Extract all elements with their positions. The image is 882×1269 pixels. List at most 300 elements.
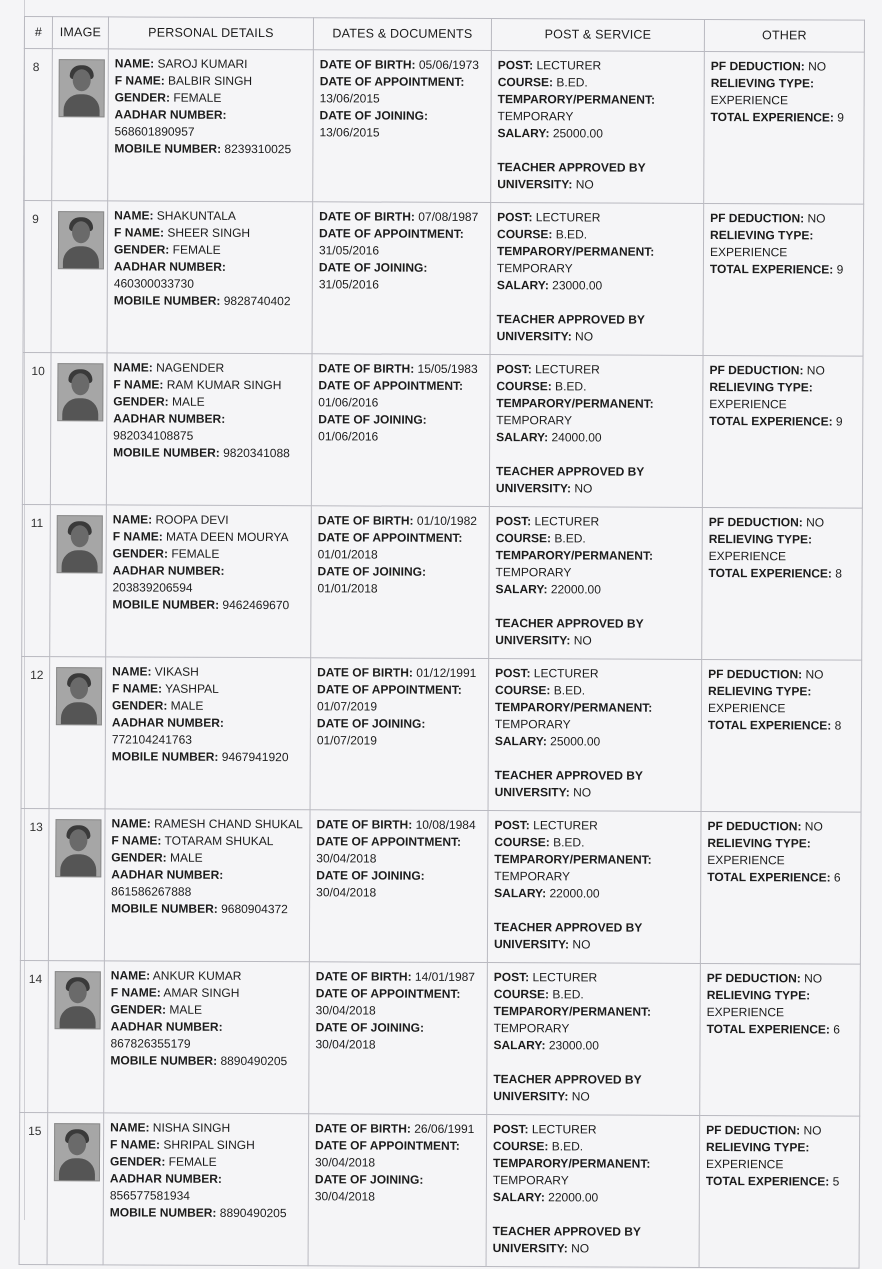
salary-label: SALARY: (492, 1190, 545, 1205)
salary-label: SALARY: (495, 582, 548, 597)
joining-line (315, 1019, 480, 1054)
university-approval-line (494, 919, 694, 954)
total-experience-value: 5 (832, 1174, 840, 1189)
course-value: B.ED. (556, 75, 588, 90)
dob-label: DATE OF BIRTH: (316, 817, 413, 832)
employment-type-value: TEMPORARY (492, 1173, 569, 1188)
gender-value: MALE (171, 394, 205, 409)
course-value: B.ED. (553, 835, 585, 850)
personal-details-cell (108, 49, 314, 202)
dob-label: DATE OF BIRTH: (315, 1121, 411, 1136)
father-name-line (113, 376, 305, 394)
photo-head (69, 829, 87, 851)
course-value: B.ED. (555, 379, 587, 394)
employment-type-line (494, 1003, 694, 1038)
appointment-value: 31/05/2016 (318, 243, 380, 258)
appointment-label: DATE OF APPOINTMENT: (317, 530, 463, 545)
employment-type-line (496, 395, 696, 430)
post-value: LECTURER (535, 210, 601, 225)
other-cell (700, 963, 861, 1116)
other-cell (703, 203, 864, 356)
mobile-value: 8890490205 (219, 1205, 287, 1221)
father-name-label: F NAME: (114, 73, 165, 88)
relieving-type-label: RELIEVING TYPE: (707, 835, 811, 851)
person-photo (59, 59, 105, 117)
course-value: B.ED. (553, 683, 586, 698)
aadhar-line (113, 410, 305, 445)
course-label: COURSE: (497, 75, 554, 90)
joining-value: 30/04/2018 (315, 1037, 376, 1052)
personal-details-cell (105, 657, 311, 810)
spacer (497, 294, 697, 312)
joining-line (319, 259, 484, 294)
joining-line (315, 1171, 480, 1206)
aadhar-label: AADHAR NUMBER: (112, 563, 225, 578)
father-name-line (112, 680, 304, 698)
post-value: LECTURER (534, 514, 600, 529)
pf-deduction-value: NO (804, 819, 823, 834)
university-approval-value: NO (571, 1089, 590, 1104)
post-line (494, 969, 694, 987)
name-value: VIKASH (154, 664, 199, 679)
appointment-label: DATE OF APPOINTMENT: (315, 1138, 460, 1153)
course-label: COURSE: (494, 835, 550, 850)
father-name-label: F NAME: (113, 377, 164, 392)
course-line (496, 378, 696, 396)
total-experience-value: 9 (837, 110, 844, 125)
appointment-label: DATE OF APPOINTMENT: (318, 378, 464, 393)
joining-label: DATE OF JOINING: (316, 868, 425, 883)
relieving-type-value: EXPERIENCE (706, 1004, 785, 1020)
mobile-label: MOBILE NUMBER: (109, 1205, 217, 1220)
course-value: B.ED. (554, 531, 586, 546)
post-service-cell (489, 355, 703, 508)
photo-body (61, 702, 97, 725)
appointment-value: 30/04/2018 (314, 1155, 376, 1170)
aadhar-label: AADHAR NUMBER: (111, 867, 224, 882)
aadhar-label: AADHAR NUMBER: (111, 715, 224, 730)
appointment-line (319, 225, 484, 260)
university-approval-line (495, 615, 695, 650)
person-photo (54, 1123, 100, 1181)
father-name-value: SHEER SINGH (167, 225, 251, 240)
university-approval-label: TEACHER APPROVED BY UNIVERSITY: (492, 1224, 641, 1256)
course-value: B.ED. (552, 987, 584, 1002)
employment-type-label: TEMPARORY/PERMANENT: (493, 1004, 652, 1019)
gender-label: GENDER: (113, 242, 170, 257)
university-approval-line (493, 1071, 693, 1106)
pf-deduction-value: NO (803, 1123, 822, 1138)
joining-value: 01/06/2016 (318, 429, 379, 444)
total-experience-value: 6 (833, 870, 841, 885)
post-line (495, 665, 695, 683)
photo-body (60, 1006, 96, 1029)
other-cell (702, 507, 863, 660)
employment-type-line (497, 243, 697, 278)
course-label: COURSE: (493, 1139, 549, 1154)
joining-line (316, 867, 481, 902)
table-row (20, 960, 861, 1116)
gender-label: GENDER: (114, 90, 171, 105)
mobile-value: 8239310025 (224, 141, 292, 157)
appointment-line (317, 681, 482, 716)
row-number: 14 (20, 960, 49, 1112)
employment-type-value: TEMPORARY (496, 413, 573, 428)
mobile-label: MOBILE NUMBER: (113, 293, 221, 308)
course-label: COURSE: (496, 379, 552, 394)
dob-line (318, 360, 483, 378)
dob-label: DATE OF BIRTH: (319, 209, 415, 224)
spacer (495, 598, 695, 616)
photo-head (73, 69, 91, 91)
dob-line (318, 512, 483, 530)
name-label: NAME: (111, 816, 151, 831)
pf-deduction-value: NO (807, 211, 826, 226)
university-approval-label: TEACHER APPROVED BY UNIVERSITY: (497, 160, 646, 192)
post-value: LECTURER (536, 58, 602, 73)
salary-line (495, 581, 695, 599)
image-cell (52, 49, 109, 201)
mobile-value: 9820341088 (223, 445, 290, 461)
gender-line (115, 89, 307, 107)
salary-value: 25000.00 (552, 126, 603, 141)
post-service-cell (491, 51, 705, 204)
employment-type-value: TEMPORARY (494, 869, 571, 884)
person-photo (58, 211, 104, 269)
post-label: POST: (496, 362, 532, 377)
dob-line (320, 56, 485, 74)
relieving-type-label: RELIEVING TYPE: (709, 379, 813, 395)
total-experience-line (707, 1021, 854, 1039)
name-line (110, 1119, 302, 1137)
relieving-type-line (709, 379, 856, 414)
employment-type-line (494, 851, 694, 886)
person-photo (56, 667, 102, 725)
university-approval-label: TEACHER APPROVED BY UNIVERSITY: (496, 312, 645, 344)
photo-head (71, 373, 89, 395)
course-line (494, 986, 694, 1004)
total-experience-line (707, 869, 854, 887)
table-header-row (24, 17, 864, 53)
mobile-line (112, 748, 304, 766)
relieving-type-line (708, 683, 855, 718)
pf-deduction-line (706, 1122, 853, 1140)
salary-label: SALARY: (496, 278, 549, 293)
pf-deduction-line (710, 210, 857, 228)
appointment-value: 01/06/2016 (318, 395, 379, 410)
dob-line (316, 816, 481, 834)
spacer (497, 142, 697, 160)
appointment-label: DATE OF APPOINTMENT: (317, 682, 462, 697)
name-label: NAME: (114, 208, 154, 223)
total-experience-value: 9 (835, 414, 843, 429)
employment-type-label: TEMPARORY/PERMANENT: (497, 92, 656, 107)
university-approval-line (497, 159, 697, 194)
employment-type-line (498, 91, 698, 126)
post-line (498, 57, 698, 75)
name-value: NISHA SINGH (152, 1120, 231, 1135)
joining-line (318, 411, 483, 446)
mobile-label: MOBILE NUMBER: (113, 445, 220, 460)
employment-type-label: TEMPARORY/PERMANENT: (492, 1156, 651, 1171)
pf-deduction-line (707, 818, 854, 836)
dates-documents-cell (311, 506, 490, 659)
aadhar-line (110, 1170, 302, 1205)
relieving-type-value: EXPERIENCE (709, 396, 787, 412)
gender-line (111, 1001, 303, 1019)
father-name-value: TOTARAM SHUKAL (164, 833, 274, 849)
gender-label: GENDER: (111, 698, 168, 713)
father-name-value: RAM KUMAR SINGH (166, 377, 282, 393)
appointment-line (320, 73, 485, 108)
salary-value: 22000.00 (548, 1190, 599, 1205)
mobile-value: 9828740402 (223, 293, 291, 309)
other-cell (700, 811, 861, 964)
father-name-label: F NAME: (112, 529, 163, 544)
mobile-value: 9680904372 (221, 901, 288, 917)
salary-label: SALARY: (496, 430, 549, 445)
dates-documents-cell (308, 1114, 487, 1267)
employment-type-label: TEMPARORY/PERMANENT: (496, 396, 654, 411)
joining-label: DATE OF JOINING: (316, 716, 426, 731)
personal-details-cell (106, 505, 312, 658)
relieving-type-line (706, 1139, 853, 1174)
salary-value: 24000.00 (551, 430, 602, 445)
total-experience-label: TOTAL EXPERIENCE: (708, 565, 832, 581)
course-label: COURSE: (497, 227, 553, 242)
relieving-type-value: EXPERIENCE (707, 700, 786, 716)
row-number: 13 (20, 808, 49, 960)
post-service-cell (489, 507, 703, 660)
father-name-label: F NAME: (111, 833, 162, 848)
aadhar-value: 203839206594 (112, 580, 193, 595)
total-experience-label: TOTAL EXPERIENCE: (707, 869, 831, 885)
course-line (496, 530, 696, 548)
mobile-label: MOBILE NUMBER: (112, 597, 220, 612)
total-experience-value: 6 (833, 1022, 841, 1037)
relieving-type-label: RELIEVING TYPE: (706, 1139, 810, 1155)
dates-documents-cell (311, 354, 490, 507)
pf-deduction-value: NO (806, 363, 825, 378)
university-approval-value: NO (574, 481, 593, 496)
name-value: NAGENDER (156, 360, 225, 375)
dob-value: 07/08/1987 (418, 209, 479, 224)
mobile-line (114, 292, 306, 310)
pf-deduction-label: PF DEDUCTION: (710, 58, 805, 74)
salary-label: SALARY: (497, 126, 550, 141)
post-value: LECTURER (533, 666, 599, 681)
aadhar-label: AADHAR NUMBER: (109, 1171, 222, 1186)
joining-value: 31/05/2016 (318, 277, 379, 292)
salary-line (495, 733, 695, 751)
table-row (22, 352, 863, 508)
name-line (111, 967, 303, 985)
photo-body (59, 1158, 95, 1181)
gender-value: MALE (170, 698, 204, 713)
image-cell (48, 961, 105, 1113)
aadhar-line (110, 1018, 302, 1053)
salary-label: SALARY: (494, 886, 547, 901)
person-photo (57, 515, 103, 573)
table-row (20, 808, 861, 964)
salary-value: 22000.00 (549, 886, 600, 901)
pf-deduction-label: PF DEDUCTION: (708, 514, 803, 530)
name-value: RAMESH CHAND SHUKAL (154, 816, 303, 832)
spacer (494, 902, 694, 920)
post-line (496, 361, 696, 379)
name-label: NAME: (110, 968, 151, 983)
mobile-label: MOBILE NUMBER: (111, 901, 218, 916)
joining-value: 30/04/2018 (316, 885, 377, 900)
joining-line (319, 107, 484, 142)
aadhar-value: 568601890957 (114, 124, 195, 139)
name-label: NAME: (113, 360, 153, 375)
dob-value: 15/05/1983 (417, 361, 478, 376)
gender-line (114, 241, 306, 259)
joining-label: DATE OF JOINING: (315, 1020, 425, 1035)
university-approval-value: NO (571, 1241, 590, 1256)
joining-value: 13/06/2015 (319, 125, 380, 140)
name-label: NAME: (114, 56, 155, 71)
mobile-value: 9462469670 (222, 597, 290, 613)
pf-deduction-value: NO (805, 667, 824, 682)
university-approval-value: NO (575, 177, 594, 192)
father-name-value: SHRIPAL SINGH (163, 1137, 255, 1153)
employment-type-value: TEMPORARY (493, 1021, 570, 1036)
photo-body (63, 246, 99, 269)
salary-line (493, 1189, 693, 1207)
pf-deduction-label: PF DEDUCTION: (709, 362, 804, 378)
pf-deduction-line (708, 666, 855, 684)
university-approval-value: NO (572, 937, 591, 952)
salary-label: SALARY: (493, 1038, 546, 1053)
father-name-line (110, 1136, 302, 1154)
mobile-value: 9467941920 (221, 749, 289, 765)
gender-value: MALE (169, 850, 203, 865)
relieving-type-label: RELIEVING TYPE: (708, 531, 813, 547)
employment-type-label: TEMPARORY/PERMANENT: (496, 244, 655, 259)
father-name-value: MATA DEEN MOURYA (166, 529, 289, 545)
post-line (494, 817, 694, 835)
mobile-label: MOBILE NUMBER: (110, 1053, 218, 1068)
personal-details-cell (103, 1113, 309, 1266)
university-approval-line (495, 767, 695, 802)
salary-line (497, 125, 697, 143)
row-number: 9 (23, 201, 52, 353)
other-cell (701, 659, 862, 812)
father-name-label: F NAME: (110, 985, 161, 1000)
photo-body (62, 550, 98, 573)
name-line (115, 55, 307, 73)
image-cell (50, 505, 107, 657)
joining-label: DATE OF JOINING: (319, 108, 429, 123)
post-label: POST: (495, 666, 531, 681)
dob-label: DATE OF BIRTH: (317, 513, 414, 528)
mobile-value: 8890490205 (220, 1053, 288, 1069)
university-approval-line (496, 463, 696, 498)
university-approval-value: NO (573, 633, 592, 648)
name-line (113, 511, 305, 529)
relieving-type-label: RELIEVING TYPE: (706, 987, 811, 1003)
spacer (493, 1054, 693, 1072)
employment-type-line (495, 699, 695, 734)
joining-line (317, 563, 482, 598)
pf-deduction-line (709, 514, 856, 532)
image-cell (50, 353, 107, 505)
course-line (497, 226, 697, 244)
aadhar-value: 867826355179 (110, 1036, 191, 1051)
pf-deduction-line (707, 970, 854, 988)
total-experience-label: TOTAL EXPERIENCE: (705, 1173, 830, 1189)
name-label: NAME: (112, 512, 153, 527)
mobile-line (113, 444, 305, 462)
image-cell (47, 1113, 104, 1265)
total-experience-line (710, 261, 857, 279)
post-label: POST: (497, 58, 534, 73)
father-name-value: YASHPAL (165, 681, 219, 696)
joining-value: 30/04/2018 (314, 1189, 375, 1204)
employment-type-line (496, 547, 696, 582)
other-cell (699, 1115, 860, 1268)
gender-value: FEMALE (171, 546, 220, 561)
relieving-type-line (707, 835, 854, 870)
relieving-type-line (707, 987, 854, 1022)
pf-deduction-value: NO (804, 971, 823, 986)
dob-label: DATE OF BIRTH: (317, 665, 413, 680)
dob-line (319, 208, 484, 226)
total-experience-line (706, 1173, 853, 1191)
dob-label: DATE OF BIRTH: (318, 361, 415, 376)
salary-line (494, 885, 694, 903)
aadhar-value: 772104241763 (111, 732, 192, 747)
pf-deduction-label: PF DEDUCTION: (706, 970, 801, 986)
post-value: LECTURER (532, 970, 598, 985)
father-name-label: F NAME: (110, 1137, 161, 1152)
salary-line (493, 1037, 693, 1055)
employment-type-label: TEMPARORY/PERMANENT: (494, 852, 652, 867)
course-line (498, 74, 698, 92)
personal-details-cell (106, 353, 312, 506)
other-cell (704, 51, 865, 204)
dates-documents-cell (313, 50, 492, 203)
personal-details-cell (104, 809, 310, 962)
dob-value: 10/08/1984 (415, 817, 476, 832)
image-cell (51, 201, 108, 353)
gender-label: GENDER: (111, 850, 167, 865)
post-line (496, 513, 696, 531)
person-photo (57, 363, 103, 421)
pf-deduction-value: NO (806, 515, 825, 530)
employment-type-label: TEMPARORY/PERMANENT: (494, 700, 653, 715)
photo-head (71, 525, 89, 547)
photo-head (68, 1133, 86, 1155)
salary-value: 22000.00 (550, 582, 601, 597)
col-header-personal-details: PERSONAL DETAILS (108, 17, 313, 50)
aadhar-line (112, 714, 304, 749)
row-number: 8 (24, 49, 53, 201)
mobile-line (110, 1052, 302, 1070)
gender-label: GENDER: (113, 394, 169, 409)
faculty-table (19, 16, 865, 1269)
salary-value: 23000.00 (548, 1038, 599, 1053)
image-cell (49, 657, 106, 809)
salary-value: 23000.00 (552, 278, 603, 293)
father-name-label: F NAME: (114, 225, 165, 240)
joining-label: DATE OF JOINING: (318, 260, 428, 275)
pf-deduction-value: NO (808, 59, 827, 74)
dob-label: DATE OF BIRTH: (319, 57, 416, 72)
name-line (114, 207, 306, 225)
